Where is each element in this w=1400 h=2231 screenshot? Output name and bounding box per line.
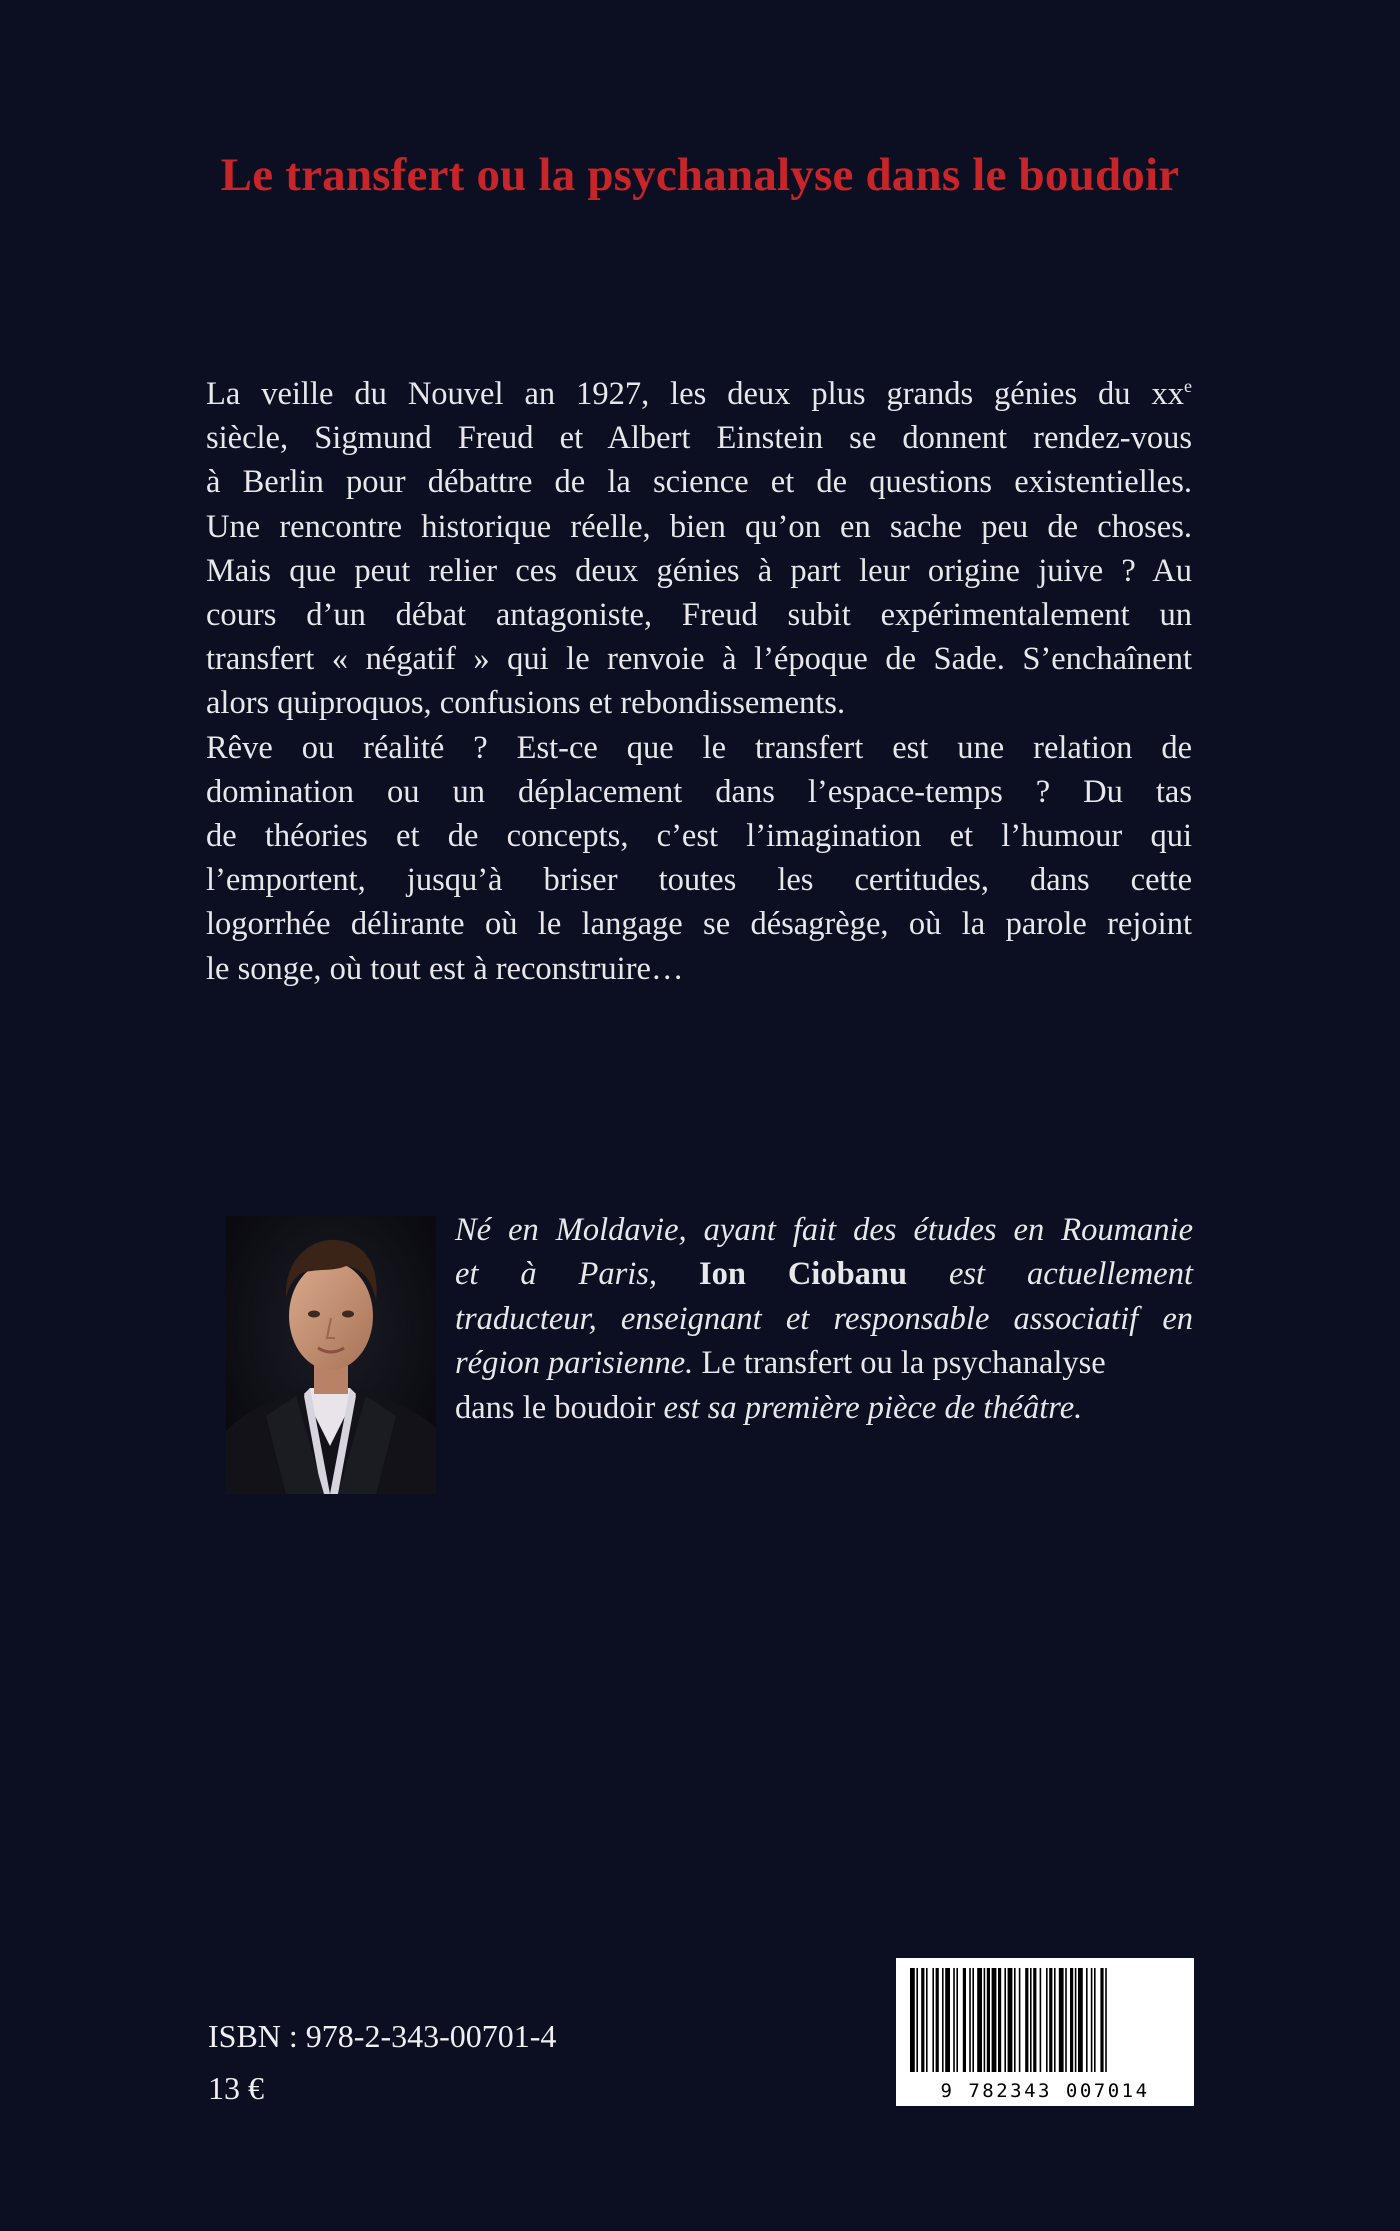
barcode-bar bbox=[1086, 1968, 1088, 2072]
bio-line: dans le boudoir est sa première pièce de théâtre. bbox=[455, 1389, 1083, 1426]
barcode-bar bbox=[969, 1968, 971, 2072]
barcode-bar bbox=[942, 1968, 944, 2072]
bio-line: et à Paris, Ion Ciobanu est actuellement bbox=[455, 1256, 1194, 1293]
barcode-bar bbox=[1059, 1968, 1064, 2072]
barcode-bar bbox=[1049, 1968, 1052, 2072]
barcode-bar bbox=[984, 1968, 986, 2072]
author-photo bbox=[226, 1216, 436, 1494]
price: 13 € bbox=[208, 2070, 264, 2106]
barcode-bar bbox=[1014, 1968, 1016, 2072]
barcode-bar bbox=[1054, 1968, 1056, 2072]
barcode bbox=[896, 1958, 1194, 2106]
barcode-bar bbox=[992, 1968, 997, 2072]
author-bio bbox=[455, 1208, 1193, 1430]
barcode-bar bbox=[1100, 1968, 1103, 2072]
barcode-bar bbox=[1065, 1968, 1067, 2072]
synopsis-line: Mais que peut relier ces deux génies à part leur origine juive ? Au bbox=[206, 552, 1192, 589]
synopsis bbox=[206, 372, 1192, 991]
barcode-bar bbox=[953, 1968, 955, 2072]
barcode-bar bbox=[910, 1968, 915, 2072]
synopsis-line: logorrhée délirante où le langage se désagrège, où la parole rejoint bbox=[206, 906, 1192, 943]
barcode-bar bbox=[1004, 1968, 1006, 2072]
barcode-bar bbox=[1091, 1968, 1093, 2072]
barcode-bar bbox=[1078, 1968, 1083, 2072]
synopsis-line: Une rencontre historique réelle, bien qu’on en sache peu de choses. bbox=[206, 508, 1192, 545]
barcode-bar bbox=[1019, 1968, 1021, 2072]
barcode-bar bbox=[936, 1968, 939, 2072]
barcode-bar bbox=[963, 1968, 966, 2072]
isbn: ISBN : 978-2-343-00701-4 bbox=[208, 2018, 557, 2054]
synopsis-line: de théories et de concepts, c’est l’imagination et l’humour qui bbox=[206, 818, 1192, 855]
barcode-number: 9 782343 007014 bbox=[940, 2080, 1150, 2102]
bio-line: Né en Moldavie, ayant fait des études en Roumanie bbox=[455, 1212, 1193, 1248]
barcode-bar bbox=[1094, 1968, 1096, 2072]
barcode-bar bbox=[921, 1968, 924, 2072]
synopsis-line: l’emportent, jusqu’à briser toutes les certitudes, dans cette bbox=[206, 862, 1192, 899]
synopsis-line: transfert « négatif » qui le renvoie à l’époque de Sade. S’enchaînent bbox=[206, 641, 1192, 678]
author-portrait-illustration bbox=[226, 1216, 436, 1494]
barcode-bar bbox=[1070, 1968, 1073, 2072]
synopsis-line: cours d’un débat antagoniste, Freud subit expérimentalement un bbox=[206, 597, 1192, 634]
barcode-bar bbox=[1046, 1968, 1048, 2072]
synopsis-line: Rêve ou réalité ? Est-ce que le transfert est une relation de bbox=[206, 729, 1192, 766]
bio-line: traducteur, enseignant et responsable associatif en bbox=[455, 1300, 1193, 1337]
barcode-bar bbox=[956, 1968, 958, 2072]
bio-line: région parisienne. Le transfert ou la psychanalyse bbox=[455, 1345, 1106, 1382]
barcode-bar bbox=[977, 1968, 982, 2072]
barcode-bar bbox=[987, 1968, 990, 2072]
barcode-bar bbox=[926, 1968, 928, 2072]
barcode-bars-icon bbox=[896, 1958, 1194, 2078]
barcode-bar bbox=[932, 1968, 934, 2072]
synopsis-line: alors quiproquos, confusions et rebondissements. bbox=[206, 685, 846, 722]
book-title: Le transfert ou la psychanalyse dans le boudoir bbox=[220, 149, 1180, 201]
synopsis-line: domination ou un déplacement dans l’espace-temps ? Du tas bbox=[206, 773, 1192, 810]
barcode-bar bbox=[1105, 1968, 1107, 2072]
barcode-bar bbox=[1040, 1968, 1042, 2072]
barcode-bar bbox=[1008, 1968, 1013, 2072]
synopsis-line: le songe, où tout est à reconstruire… bbox=[206, 950, 684, 987]
synopsis-line: La veille du Nouvel an 1927, les deux plus grands génies du $xx^e$ bbox=[206, 376, 1192, 412]
synopsis-line: à Berlin pour débattre de la science et de questions existentielles. bbox=[206, 464, 1192, 501]
barcode-bar bbox=[998, 1968, 1001, 2072]
barcode-bar bbox=[972, 1968, 974, 2072]
barcode-bar bbox=[1025, 1968, 1028, 2072]
barcode-bar bbox=[1033, 1968, 1036, 2072]
synopsis-line: siècle, Sigmund Freud et Albert Einstein se donnent rendez-vous bbox=[206, 420, 1192, 457]
author-name: Ion Ciobanu bbox=[698, 1256, 908, 1293]
barcode-bar bbox=[1075, 1968, 1077, 2072]
barcode-bar bbox=[1030, 1968, 1032, 2072]
barcode-bar bbox=[945, 1968, 950, 2072]
barcode-bar bbox=[916, 1968, 918, 2072]
